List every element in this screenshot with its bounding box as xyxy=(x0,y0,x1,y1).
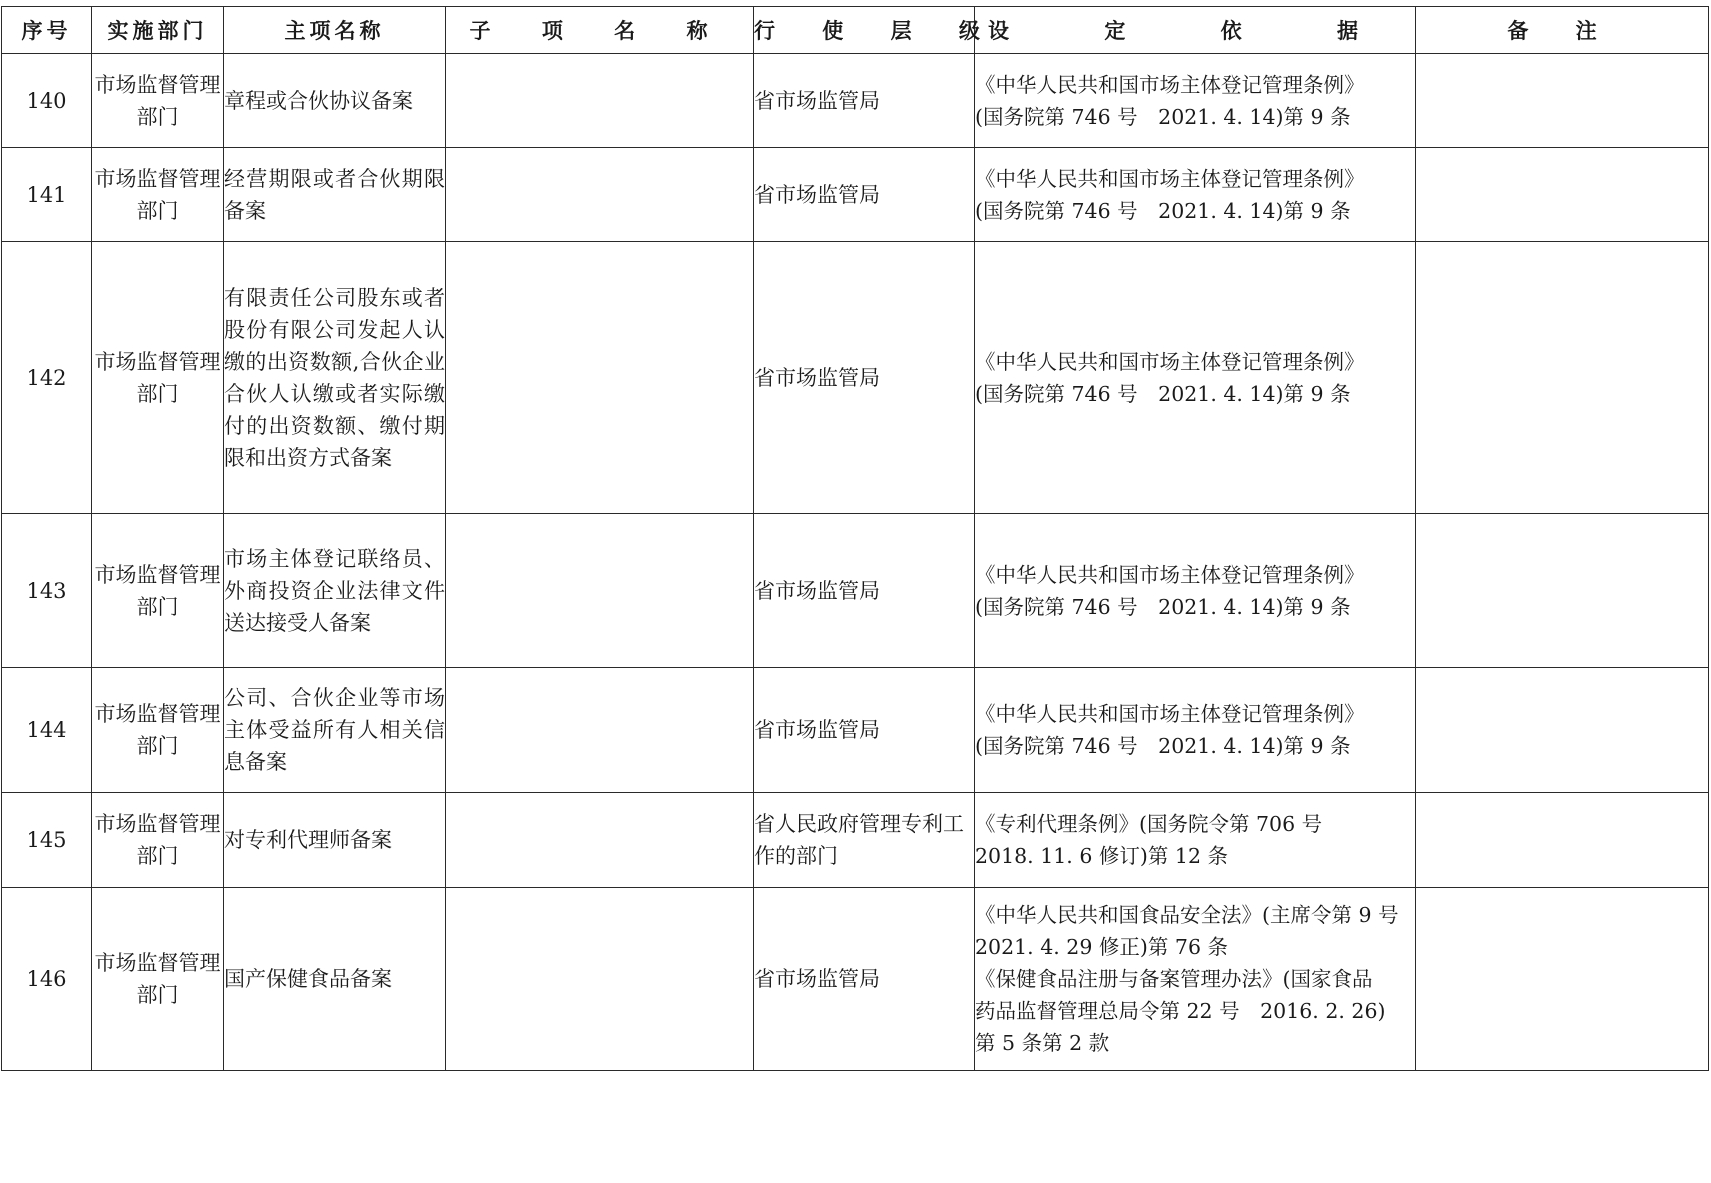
main-item-cell: 经营期限或者合伙期限备案 xyxy=(224,148,446,242)
serial-no-cell: 146 xyxy=(2,888,92,1071)
main-item-cell: 章程或合伙协议备案 xyxy=(224,54,446,148)
basis-line: (国务院第 746 号 2021. 4. 14)第 9 条 xyxy=(975,381,1351,406)
sub-item-cell xyxy=(446,242,754,514)
level-cell: 省市场监管局 xyxy=(754,54,975,148)
remarks-cell xyxy=(1416,148,1709,242)
basis-line: 药品监督管理总局令第 22 号 2016. 2. 26) xyxy=(975,999,1386,1023)
serial-no-cell: 145 xyxy=(2,793,92,888)
main-item-cell: 有限责任公司股东或者股份有限公司发起人认缴的出资数额,合伙企业合伙人认缴或者实际缴付的出资数额、缴付期限和出资方式备案 xyxy=(224,242,446,514)
basis-line: (国务院第 746 号 2021. 4. 14)第 9 条 xyxy=(975,104,1351,129)
dept-cell: 市场监督管理部门 xyxy=(92,242,224,514)
basis-line: 2018. 11. 6 修订)第 12 条 xyxy=(975,844,1228,868)
header-serial-no: 序号 xyxy=(2,7,92,54)
basis-line: 《保健食品注册与备案管理办法》(国家食品 xyxy=(975,967,1373,991)
basis-cell xyxy=(975,242,1416,514)
level-cell: 省市场监管局 xyxy=(754,148,975,242)
level-cell: 省市场监管局 xyxy=(754,242,975,514)
sub-item-cell xyxy=(446,148,754,242)
dept-cell: 市场监督管理部门 xyxy=(92,888,224,1071)
basis-line: 《中华人民共和国市场主体登记管理条例》 xyxy=(975,562,1365,587)
basis-line: 《中华人民共和国市场主体登记管理条例》 xyxy=(975,702,1365,726)
level-cell: 省人民政府管理专利工作的部门 xyxy=(754,793,975,888)
dept-cell: 市场监督管理部门 xyxy=(92,793,224,888)
basis-cell xyxy=(975,888,1416,1071)
main-item-cell: 市场主体登记联络员、外商投资企业法律文件送达接受人备案 xyxy=(224,514,446,668)
basis-line: 《中华人民共和国市场主体登记管理条例》 xyxy=(975,166,1365,191)
table-row xyxy=(2,888,1709,1071)
basis-line: 2021. 4. 29 修正)第 76 条 xyxy=(975,935,1228,959)
basis-cell xyxy=(975,148,1416,242)
header-main-item-name: 主项名称 xyxy=(224,7,446,54)
dept-cell: 市场监督管理部门 xyxy=(92,148,224,242)
sub-item-cell xyxy=(446,54,754,148)
header-exercise-level: 行 使 层 级 xyxy=(754,7,975,54)
main-item-cell: 公司、合伙企业等市场主体受益所有人相关信息备案 xyxy=(224,668,446,793)
remarks-cell xyxy=(1416,242,1709,514)
basis-cell xyxy=(975,514,1416,668)
header-sub-item-name: 子 项 名 称 xyxy=(446,7,754,54)
serial-no-cell: 140 xyxy=(2,54,92,148)
basis-cell xyxy=(975,54,1416,148)
header-remarks: 备 注 xyxy=(1416,7,1709,54)
dept-cell: 市场监督管理部门 xyxy=(92,54,224,148)
table-row xyxy=(2,54,1709,148)
table-row xyxy=(2,668,1709,793)
basis-line: (国务院第 746 号 2021. 4. 14)第 9 条 xyxy=(975,198,1351,223)
table-row xyxy=(2,242,1709,514)
remarks-cell xyxy=(1416,793,1709,888)
sub-item-cell xyxy=(446,793,754,888)
catalog-table xyxy=(1,6,1709,1071)
level-cell: 省市场监管局 xyxy=(754,668,975,793)
sub-item-cell xyxy=(446,668,754,793)
remarks-cell xyxy=(1416,888,1709,1071)
table-row xyxy=(2,514,1709,668)
serial-no-cell: 142 xyxy=(2,242,92,514)
header-legal-basis: 设 定 依 据 xyxy=(975,7,1416,54)
main-item-cell: 对专利代理师备案 xyxy=(224,793,446,888)
remarks-cell xyxy=(1416,54,1709,148)
level-cell: 省市场监管局 xyxy=(754,888,975,1071)
serial-no-cell: 144 xyxy=(2,668,92,793)
remarks-cell xyxy=(1416,514,1709,668)
basis-cell xyxy=(975,793,1416,888)
dept-cell: 市场监督管理部门 xyxy=(92,514,224,668)
header-row xyxy=(2,7,1709,54)
table-row xyxy=(2,793,1709,888)
basis-line: 第 5 条第 2 款 xyxy=(975,1031,1110,1055)
level-cell: 省市场监管局 xyxy=(754,514,975,668)
remarks-cell xyxy=(1416,668,1709,793)
serial-no-cell: 141 xyxy=(2,148,92,242)
serial-no-cell: 143 xyxy=(2,514,92,668)
dept-cell: 市场监督管理部门 xyxy=(92,668,224,793)
basis-line: (国务院第 746 号 2021. 4. 14)第 9 条 xyxy=(975,734,1351,758)
basis-line: (国务院第 746 号 2021. 4. 14)第 9 条 xyxy=(975,594,1351,619)
basis-line: 《专利代理条例》(国务院令第 706 号 xyxy=(975,812,1323,836)
table-row xyxy=(2,148,1709,242)
basis-line: 《中华人民共和国市场主体登记管理条例》 xyxy=(975,72,1365,97)
header-implementing-dept: 实施部门 xyxy=(92,7,224,54)
main-item-cell: 国产保健食品备案 xyxy=(224,888,446,1071)
basis-line: 《中华人民共和国食品安全法》(主席令第 9 号 xyxy=(975,903,1399,927)
sub-item-cell xyxy=(446,514,754,668)
sub-item-cell xyxy=(446,888,754,1071)
basis-cell xyxy=(975,668,1416,793)
basis-line: 《中华人民共和国市场主体登记管理条例》 xyxy=(975,349,1365,374)
